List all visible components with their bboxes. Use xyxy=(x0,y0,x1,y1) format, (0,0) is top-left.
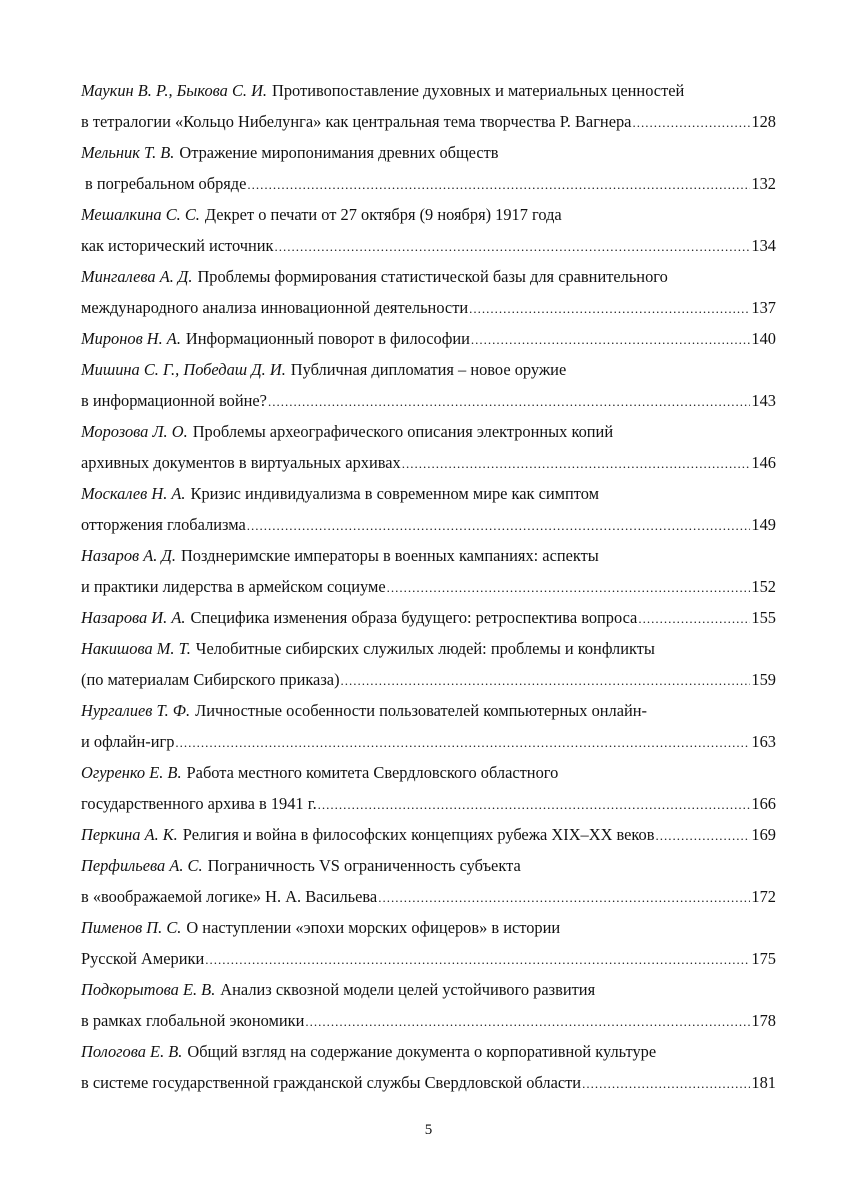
toc-entry-author: Маукин В. Р., Быкова С. И. xyxy=(81,81,268,100)
toc-entry-line xyxy=(81,571,776,602)
toc-entry-title-continued: в погребальном обряде xyxy=(85,174,247,193)
toc-entry xyxy=(81,633,776,695)
toc-entry-page: 159 xyxy=(751,670,776,689)
toc-entry-author: Морозова Л. О. xyxy=(81,422,188,441)
toc-entry xyxy=(81,695,776,757)
toc-entry-title: Кризис индивидуализма в современном мире как симптом xyxy=(190,484,599,503)
toc-entry-title: Противопоставление духовных и материальных ценностей xyxy=(272,81,685,100)
toc-entry-title: Общий взгляд на содержание документа о корпоративной культуре xyxy=(187,1042,657,1061)
toc-entry-page: 169 xyxy=(751,825,776,844)
toc-entry xyxy=(81,137,776,199)
toc-entry-line xyxy=(81,416,776,447)
toc-entry-title-continued: в системе государственной гражданской службы Свердловской области xyxy=(81,1073,582,1092)
toc-entry-line xyxy=(81,757,776,788)
toc-entry-line xyxy=(81,1067,776,1098)
toc-entry-author: Огуренко Е. В. xyxy=(81,763,182,782)
toc-entry-line xyxy=(81,540,776,571)
toc-entry-page: 140 xyxy=(751,329,776,348)
toc-entry-line xyxy=(81,602,776,633)
toc-entry-line xyxy=(81,509,776,540)
toc-entry-title-continued: в информационной войне? xyxy=(81,391,267,410)
toc-entry-author: Пименов П. С. xyxy=(81,918,182,937)
toc-entry-author: Мингалева А. Д. xyxy=(81,267,193,286)
toc-entry-title: О наступлении «эпохи морских офицеров» в истории xyxy=(186,918,561,937)
toc-entry-author: Накишова М. Т. xyxy=(81,639,191,658)
toc-entry-page: 166 xyxy=(751,794,776,813)
toc-entry-title-continued: в рамках глобальной экономики xyxy=(81,1011,305,1030)
toc-entry xyxy=(81,602,776,633)
toc-entry-page: 172 xyxy=(751,887,776,906)
toc-entry xyxy=(81,1036,776,1098)
dot-leader xyxy=(632,107,750,138)
toc-entry-line xyxy=(81,137,776,168)
toc-entry-line xyxy=(81,447,776,478)
toc-entry-title: Религия и война в философских концепциях рубежа XIX–XX веков xyxy=(182,825,655,844)
toc-entry-title: Публичная дипломатия – новое оружие xyxy=(290,360,567,379)
toc-entry-author: Мельник Т. В. xyxy=(81,143,175,162)
toc-entry-author: Перкина А. К. xyxy=(81,825,178,844)
dot-leader xyxy=(402,448,751,479)
toc-entry-line xyxy=(81,881,776,912)
dot-leader xyxy=(247,510,751,541)
toc-entry xyxy=(81,974,776,1036)
dot-leader xyxy=(175,727,750,758)
toc-entry-title: Декрет о печати от 27 октября (9 ноября) 1917 года xyxy=(204,205,562,224)
toc-entry-author: Назарова И. А. xyxy=(81,608,186,627)
toc-entry-title-continued: и офлайн-игр xyxy=(81,732,175,751)
toc-entry-title: Информационный поворот в философии xyxy=(185,329,470,348)
toc-entry xyxy=(81,912,776,974)
toc-entry xyxy=(81,540,776,602)
toc-entry-author: Пологова Е. В. xyxy=(81,1042,183,1061)
toc-entry-line xyxy=(81,943,776,974)
toc-entry xyxy=(81,199,776,261)
toc-entry xyxy=(81,416,776,478)
dot-leader xyxy=(471,324,751,355)
toc-entry-line xyxy=(81,292,776,323)
dot-leader xyxy=(469,293,750,324)
toc-entry-title: Пограничность VS ограниченность субъекта xyxy=(207,856,521,875)
toc-entry-title-continued: (по материалам Сибирского приказа) xyxy=(81,670,340,689)
dot-leader xyxy=(638,603,750,634)
toc-entry-title-continued: Русской Америки xyxy=(81,949,205,968)
toc-entry-line xyxy=(81,695,776,726)
dot-leader xyxy=(656,820,751,851)
dot-leader xyxy=(205,944,750,975)
toc-entry-author: Подкорытова Е. В. xyxy=(81,980,216,999)
toc-entry-title-continued: как исторический источник xyxy=(81,236,274,255)
toc-entry-line xyxy=(81,664,776,695)
toc-entry-title-continued: в «воображаемой логике» Н. А. Васильева xyxy=(81,887,378,906)
dot-leader xyxy=(268,386,750,417)
dot-leader xyxy=(582,1068,750,1099)
toc-entry-title-continued: международного анализа инновационной деятельности xyxy=(81,298,469,317)
toc-entry-page: 143 xyxy=(751,391,776,410)
toc-entry xyxy=(81,323,776,354)
toc-entry-title-continued: архивных документов в виртуальных архивах xyxy=(81,453,401,472)
toc-entry xyxy=(81,478,776,540)
toc-entry-line xyxy=(81,819,776,850)
toc-entry-title: Челобитные сибирских служилых людей: проблемы и конфликты xyxy=(195,639,655,658)
toc-entry-author: Миронов Н. А. xyxy=(81,329,181,348)
toc-entry-page: 178 xyxy=(751,1011,776,1030)
page-number: 5 xyxy=(424,1122,433,1138)
toc-entry-title-continued: и практики лидерства в армейском социуме xyxy=(81,577,386,596)
toc-entry-title: Работа местного комитета Свердловского областного xyxy=(186,763,559,782)
toc-entry-line xyxy=(81,788,776,819)
toc-entry-line xyxy=(81,633,776,664)
toc-entry-page: 181 xyxy=(751,1073,776,1092)
toc-entry-author: Мишина С. Г., Победаш Д. И. xyxy=(81,360,286,379)
dot-leader xyxy=(387,572,751,603)
toc-entry-title-continued: в тетралогии «Кольцо Нибелунга» как центральная тема творчества Р. Вагнера xyxy=(81,112,632,131)
toc-entry-page: 146 xyxy=(751,453,776,472)
toc-entry-author: Мешалкина С. С. xyxy=(81,205,200,224)
toc-entry-line xyxy=(81,323,776,354)
dot-leader xyxy=(247,169,750,200)
toc-entry-title: Специфика изменения образа будущего: ретроспектива вопроса xyxy=(190,608,638,627)
toc-entry-page: 149 xyxy=(751,515,776,534)
toc-entry-title: Личностные особенности пользователей компьютерных онлайн- xyxy=(195,701,648,720)
toc-entry-page: 175 xyxy=(751,949,776,968)
dot-leader xyxy=(305,1006,750,1037)
toc-entry-author: Москалев Н. А. xyxy=(81,484,186,503)
toc-entry-page: 128 xyxy=(751,112,776,131)
toc-entry-title: Анализ сквозной модели целей устойчивого развития xyxy=(220,980,596,999)
toc-entry-line xyxy=(81,106,776,137)
toc-entry-author: Назаров А. Д. xyxy=(81,546,176,565)
toc-entry-page: 132 xyxy=(751,174,776,193)
toc-entry-line xyxy=(81,354,776,385)
toc-entry-line xyxy=(81,1036,776,1067)
toc-entry-line xyxy=(81,385,776,416)
toc-entry-line xyxy=(81,199,776,230)
toc-entry xyxy=(81,850,776,912)
toc-entry-page: 163 xyxy=(751,732,776,751)
toc-entry-line xyxy=(81,75,776,106)
toc-entry-page: 155 xyxy=(751,608,776,627)
toc-entry-line xyxy=(81,912,776,943)
toc-entry-title: Проблемы формирования статистической базы для сравнительного xyxy=(197,267,668,286)
toc-entry xyxy=(81,819,776,850)
toc-entry-title: Проблемы археографического описания электронных копий xyxy=(192,422,614,441)
toc-entry-line xyxy=(81,230,776,261)
toc-entry-line xyxy=(81,168,776,199)
table-of-contents xyxy=(81,75,776,1098)
toc-entry-line xyxy=(81,974,776,1005)
dot-leader xyxy=(341,665,751,696)
toc-entry-line xyxy=(81,1005,776,1036)
toc-entry-page: 137 xyxy=(751,298,776,317)
toc-entry-author: Нургалиев Т. Ф. xyxy=(81,701,191,720)
toc-entry-line xyxy=(81,478,776,509)
toc-entry-title: Отражение миропонимания древних обществ xyxy=(179,143,499,162)
toc-entry xyxy=(81,354,776,416)
toc-entry-page: 152 xyxy=(751,577,776,596)
dot-leader xyxy=(318,789,751,820)
dot-leader xyxy=(275,231,751,262)
toc-entry-line xyxy=(81,261,776,292)
toc-entry-line xyxy=(81,850,776,881)
toc-entry-page: 134 xyxy=(751,236,776,255)
toc-entry-author: Перфильева А. С. xyxy=(81,856,203,875)
toc-entry-title-continued: отторжения глобализма xyxy=(81,515,246,534)
toc-entry xyxy=(81,261,776,323)
toc-entry-line xyxy=(81,726,776,757)
dot-leader xyxy=(378,882,750,913)
toc-entry-title: Позднеримские императоры в военных кампаниях: аспекты xyxy=(180,546,599,565)
toc-entry xyxy=(81,757,776,819)
toc-entry-title-continued: государственного архива в 1941 г. xyxy=(81,794,317,813)
toc-entry xyxy=(81,75,776,137)
